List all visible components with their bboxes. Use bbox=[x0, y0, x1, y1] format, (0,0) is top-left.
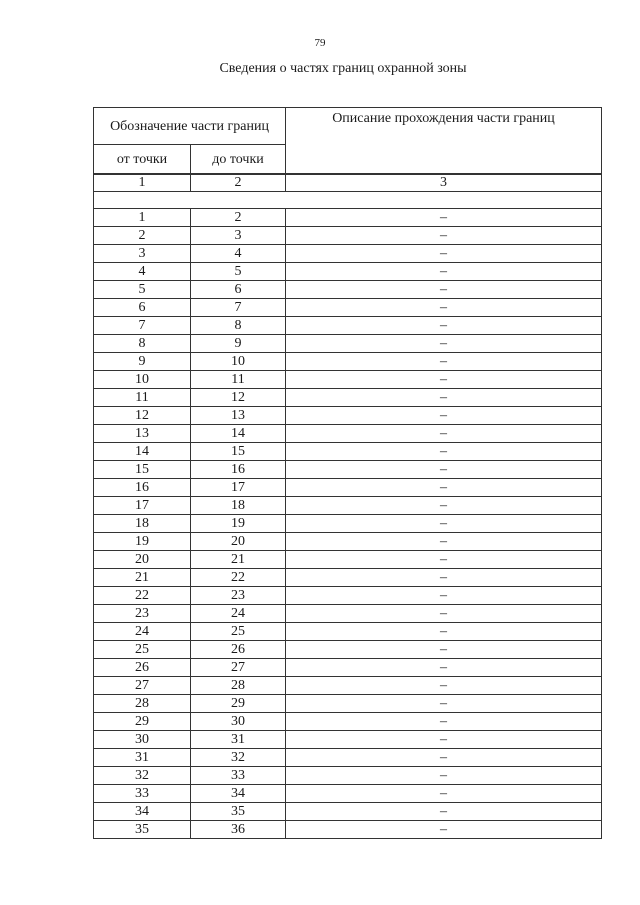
table-row bbox=[94, 515, 602, 533]
cell-from: 3 bbox=[94, 245, 191, 263]
cell-from: 35 bbox=[94, 821, 191, 839]
cell-desc: – bbox=[286, 461, 602, 479]
cell-from: 1 bbox=[94, 209, 191, 227]
cell-desc: – bbox=[286, 587, 602, 605]
boundary-parts-table bbox=[93, 107, 602, 839]
column-number-row bbox=[94, 174, 602, 192]
table-row bbox=[94, 587, 602, 605]
table-row bbox=[94, 785, 602, 803]
table-row bbox=[94, 227, 602, 245]
cell-from: 5 bbox=[94, 281, 191, 299]
cell-from: 23 bbox=[94, 605, 191, 623]
cell-to: 24 bbox=[191, 605, 286, 623]
cell-from: 12 bbox=[94, 407, 191, 425]
cell-to: 20 bbox=[191, 533, 286, 551]
table-row bbox=[94, 731, 602, 749]
cell-from: 4 bbox=[94, 263, 191, 281]
header-from-point: от точки bbox=[94, 145, 191, 175]
cell-to: 36 bbox=[191, 821, 286, 839]
cell-to: 10 bbox=[191, 353, 286, 371]
cell-desc: – bbox=[286, 551, 602, 569]
cell-desc: – bbox=[286, 713, 602, 731]
cell-from: 11 bbox=[94, 389, 191, 407]
page-number: 79 bbox=[314, 37, 326, 49]
table-row bbox=[94, 299, 602, 317]
table-header-row bbox=[94, 108, 602, 145]
cell-to: 16 bbox=[191, 461, 286, 479]
cell-desc: – bbox=[286, 821, 602, 839]
cell-to: 35 bbox=[191, 803, 286, 821]
cell-from: 10 bbox=[94, 371, 191, 389]
cell-desc: – bbox=[286, 695, 602, 713]
cell-desc: – bbox=[286, 497, 602, 515]
empty-cell bbox=[94, 192, 602, 209]
cell-desc: – bbox=[286, 803, 602, 821]
table-row bbox=[94, 641, 602, 659]
cell-to: 11 bbox=[191, 371, 286, 389]
cell-desc: – bbox=[286, 245, 602, 263]
table-row bbox=[94, 821, 602, 839]
cell-to: 7 bbox=[191, 299, 286, 317]
table-row bbox=[94, 605, 602, 623]
table-row bbox=[94, 713, 602, 731]
table-row bbox=[94, 371, 602, 389]
cell-from: 24 bbox=[94, 623, 191, 641]
cell-from: 27 bbox=[94, 677, 191, 695]
table-row bbox=[94, 677, 602, 695]
cell-desc: – bbox=[286, 731, 602, 749]
cell-desc: – bbox=[286, 623, 602, 641]
table-row bbox=[94, 461, 602, 479]
cell-to: 15 bbox=[191, 443, 286, 461]
cell-from: 26 bbox=[94, 659, 191, 677]
table-row bbox=[94, 335, 602, 353]
table-row bbox=[94, 551, 602, 569]
column-number: 1 bbox=[94, 174, 191, 192]
cell-desc: – bbox=[286, 317, 602, 335]
table-row bbox=[94, 479, 602, 497]
cell-to: 22 bbox=[191, 569, 286, 587]
table-row bbox=[94, 569, 602, 587]
cell-from: 21 bbox=[94, 569, 191, 587]
cell-desc: – bbox=[286, 569, 602, 587]
cell-to: 21 bbox=[191, 551, 286, 569]
cell-from: 28 bbox=[94, 695, 191, 713]
header-to-point: до точки bbox=[191, 145, 286, 175]
cell-to: 23 bbox=[191, 587, 286, 605]
cell-desc: – bbox=[286, 371, 602, 389]
cell-from: 15 bbox=[94, 461, 191, 479]
cell-to: 9 bbox=[191, 335, 286, 353]
cell-to: 2 bbox=[191, 209, 286, 227]
cell-to: 18 bbox=[191, 497, 286, 515]
empty-row bbox=[94, 192, 602, 209]
table-row bbox=[94, 281, 602, 299]
cell-to: 28 bbox=[191, 677, 286, 695]
cell-to: 5 bbox=[191, 263, 286, 281]
cell-desc: – bbox=[286, 677, 602, 695]
table-row bbox=[94, 767, 602, 785]
cell-to: 4 bbox=[191, 245, 286, 263]
cell-to: 13 bbox=[191, 407, 286, 425]
table-row bbox=[94, 263, 602, 281]
cell-desc: – bbox=[286, 443, 602, 461]
cell-from: 32 bbox=[94, 767, 191, 785]
cell-desc: – bbox=[286, 353, 602, 371]
column-number: 2 bbox=[191, 174, 286, 192]
cell-from: 25 bbox=[94, 641, 191, 659]
cell-from: 29 bbox=[94, 713, 191, 731]
table-row bbox=[94, 209, 602, 227]
cell-from: 7 bbox=[94, 317, 191, 335]
cell-desc: – bbox=[286, 641, 602, 659]
cell-to: 27 bbox=[191, 659, 286, 677]
header-description: Описание прохождения части границ bbox=[286, 108, 602, 175]
cell-desc: – bbox=[286, 605, 602, 623]
cell-from: 2 bbox=[94, 227, 191, 245]
table-row bbox=[94, 317, 602, 335]
cell-desc: – bbox=[286, 263, 602, 281]
table-row bbox=[94, 659, 602, 677]
cell-desc: – bbox=[286, 227, 602, 245]
cell-desc: – bbox=[286, 425, 602, 443]
cell-to: 17 bbox=[191, 479, 286, 497]
cell-from: 16 bbox=[94, 479, 191, 497]
table-row bbox=[94, 623, 602, 641]
cell-to: 3 bbox=[191, 227, 286, 245]
cell-desc: – bbox=[286, 749, 602, 767]
cell-from: 19 bbox=[94, 533, 191, 551]
cell-desc: – bbox=[286, 785, 602, 803]
cell-to: 29 bbox=[191, 695, 286, 713]
table-row bbox=[94, 533, 602, 551]
cell-desc: – bbox=[286, 533, 602, 551]
table-row bbox=[94, 695, 602, 713]
cell-to: 33 bbox=[191, 767, 286, 785]
cell-desc: – bbox=[286, 209, 602, 227]
table-row bbox=[94, 443, 602, 461]
cell-from: 33 bbox=[94, 785, 191, 803]
cell-from: 31 bbox=[94, 749, 191, 767]
table-row bbox=[94, 425, 602, 443]
cell-desc: – bbox=[286, 407, 602, 425]
cell-desc: – bbox=[286, 389, 602, 407]
cell-desc: – bbox=[286, 767, 602, 785]
cell-to: 8 bbox=[191, 317, 286, 335]
cell-to: 25 bbox=[191, 623, 286, 641]
cell-from: 22 bbox=[94, 587, 191, 605]
table-row bbox=[94, 803, 602, 821]
cell-to: 34 bbox=[191, 785, 286, 803]
page-title: Сведения о частях границ охранной зоны bbox=[219, 61, 467, 76]
header-designation: Обозначение части границ bbox=[94, 108, 286, 145]
cell-to: 30 bbox=[191, 713, 286, 731]
cell-to: 19 bbox=[191, 515, 286, 533]
cell-from: 17 bbox=[94, 497, 191, 515]
cell-to: 14 bbox=[191, 425, 286, 443]
cell-from: 34 bbox=[94, 803, 191, 821]
table-row bbox=[94, 497, 602, 515]
cell-from: 6 bbox=[94, 299, 191, 317]
table-row bbox=[94, 389, 602, 407]
table-row bbox=[94, 749, 602, 767]
cell-desc: – bbox=[286, 281, 602, 299]
cell-from: 20 bbox=[94, 551, 191, 569]
cell-from: 30 bbox=[94, 731, 191, 749]
cell-to: 31 bbox=[191, 731, 286, 749]
cell-from: 13 bbox=[94, 425, 191, 443]
table-row bbox=[94, 353, 602, 371]
cell-to: 32 bbox=[191, 749, 286, 767]
cell-to: 6 bbox=[191, 281, 286, 299]
cell-to: 12 bbox=[191, 389, 286, 407]
table-row bbox=[94, 245, 602, 263]
cell-desc: – bbox=[286, 659, 602, 677]
column-number: 3 bbox=[286, 174, 602, 192]
cell-desc: – bbox=[286, 299, 602, 317]
cell-to: 26 bbox=[191, 641, 286, 659]
cell-desc: – bbox=[286, 335, 602, 353]
cell-desc: – bbox=[286, 515, 602, 533]
cell-from: 14 bbox=[94, 443, 191, 461]
cell-from: 9 bbox=[94, 353, 191, 371]
cell-desc: – bbox=[286, 479, 602, 497]
cell-from: 8 bbox=[94, 335, 191, 353]
cell-from: 18 bbox=[94, 515, 191, 533]
table-row bbox=[94, 407, 602, 425]
